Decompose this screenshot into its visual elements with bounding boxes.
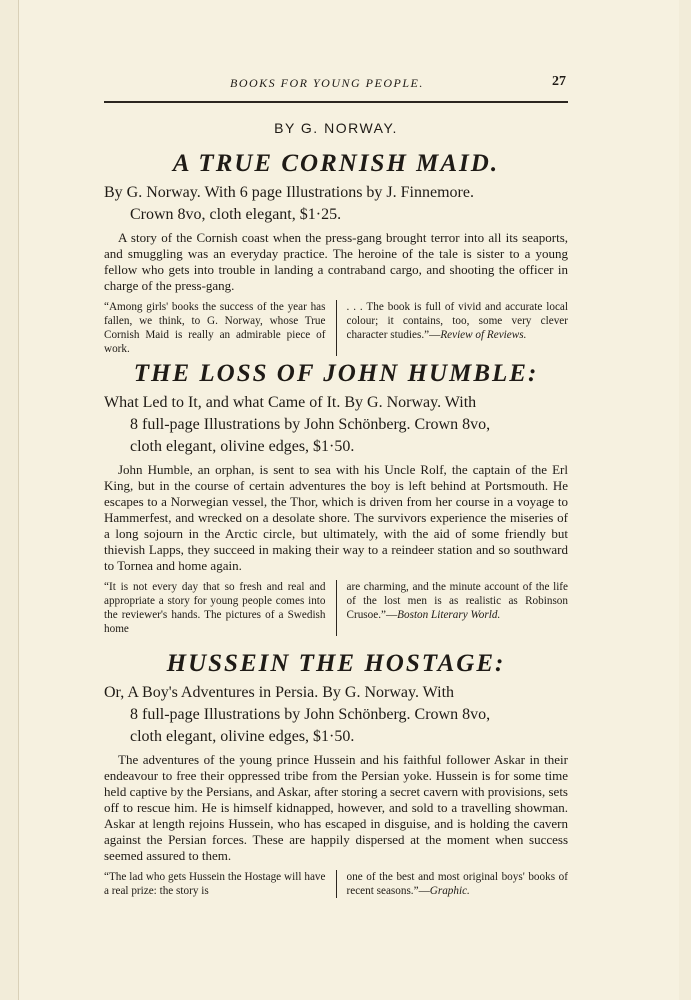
review-source: Graphic. bbox=[429, 885, 470, 897]
review-quote-left: “Among girls' books the success of the year has fallen, we think, to G. Norway, whose True Cornish Maid is really an admirable piece of work. bbox=[104, 301, 326, 355]
book-meta-line: cloth elegant, olivine edges, $1·50. bbox=[130, 728, 355, 745]
header-rule bbox=[104, 101, 568, 103]
book-meta-line: By G. Norway. With 6 page Illustrations by J. Finnemore. bbox=[104, 184, 474, 201]
book-description: A story of the Cornish coast when the press-gang brought terror into all its seaports, and smuggling was an everyday practice. The heroine of the tale is sister to a young fellow who gets into trouble in landing a contraband cargo, and shooting the officer in charge of the press-gang. bbox=[104, 230, 568, 293]
review-quote-text: one of the best and most original boys' books of recent seasons.”— bbox=[346, 871, 568, 897]
review-quote-left: “It is not every day that so fresh and real and appropriate a story for young people comes into the reviewer's hands. The pictures of a Swedish home bbox=[104, 581, 326, 635]
review-quote-right bbox=[336, 870, 569, 898]
running-header bbox=[102, 76, 572, 91]
review-quote-right bbox=[336, 580, 569, 636]
review-quotes bbox=[104, 580, 568, 636]
book-meta-line: 8 full-page Illustrations by John Schönberg. Crown 8vo, bbox=[130, 416, 491, 433]
book-meta-line: Or, A Boy's Adventures in Persia. By G. Norway. With bbox=[104, 684, 455, 701]
book-entry-true-cornish-maid bbox=[104, 150, 568, 356]
review-quote-text: . . . The book is full of vivid and accurate local colour; it contains, too, some very clever character studies.”— bbox=[346, 301, 568, 341]
book-publication-details bbox=[104, 392, 568, 458]
review-quote-right bbox=[336, 300, 569, 356]
book-publication-details bbox=[104, 682, 568, 748]
book-description: John Humble, an orphan, is sent to sea with his Uncle Rolf, the captain of the Erl King, but in the course of certain adventures the boy is left behind at Portsmouth. He escapes to a Norwegian vessel, the Thor, which is driven from her course in a voyage to Hammerfest, and wrecked on a desolate shore. The survivors experience the miseries of a long sojourn in the Arctic circle, but ultimately, with the aid of some friendly but thievish Lapps, they succeed in making their way to a reindeer station and so southward to Tornea and home again. bbox=[104, 462, 568, 573]
book-description: The adventures of the young prince Hussein and his faithful follower Askar in their endeavour to free their oppressed tribe from the Persian yoke. Hussein is for some time held captive by the Persians, and Askar, after storing a secret cavern with provisions, sets off to rescue him. He is himself kidnapped, however, and sold to a travelling showman. Askar at length rejoins Hussein, who has escaped in disguise, and is holding the cavern against the Persian forces. These are happily dispersed at the moment when success seemed assured to them. bbox=[104, 752, 568, 863]
review-quote-text: are charming, and the minute account of the life of the lost men is as realistic as Robinson Crusoe.”— bbox=[346, 581, 568, 621]
book-meta-line: cloth elegant, olivine edges, $1·50. bbox=[130, 438, 355, 455]
review-quotes bbox=[104, 870, 568, 898]
book-entry-hussein-the-hostage bbox=[104, 650, 568, 898]
page-number: 27 bbox=[552, 74, 566, 89]
author-heading: BY G. NORWAY. bbox=[274, 120, 398, 136]
book-meta-line: Crown 8vo, cloth elegant, $1·25. bbox=[130, 206, 342, 223]
book-publication-details bbox=[104, 182, 568, 226]
book-title: THE LOSS OF JOHN HUMBLE: bbox=[133, 360, 539, 387]
book-title: HUSSEIN THE HOSTAGE: bbox=[166, 650, 506, 677]
review-source: Review of Reviews. bbox=[440, 329, 527, 341]
book-meta-line: What Led to It, and what Came of It. By G. Norway. With bbox=[104, 394, 477, 411]
book-title: A TRUE CORNISH MAID. bbox=[172, 150, 500, 177]
review-source: Boston Literary World. bbox=[397, 609, 501, 621]
book-entry-loss-of-john-humble bbox=[104, 360, 568, 636]
review-quote-left: “The lad who gets Hussein the Hostage will have a real prize: the story is bbox=[104, 871, 326, 897]
book-meta-line: 8 full-page Illustrations by John Schönberg. Crown 8vo, bbox=[130, 706, 491, 723]
review-quotes bbox=[104, 300, 568, 356]
running-header-title: BOOKS FOR YOUNG PEOPLE. bbox=[230, 76, 424, 90]
